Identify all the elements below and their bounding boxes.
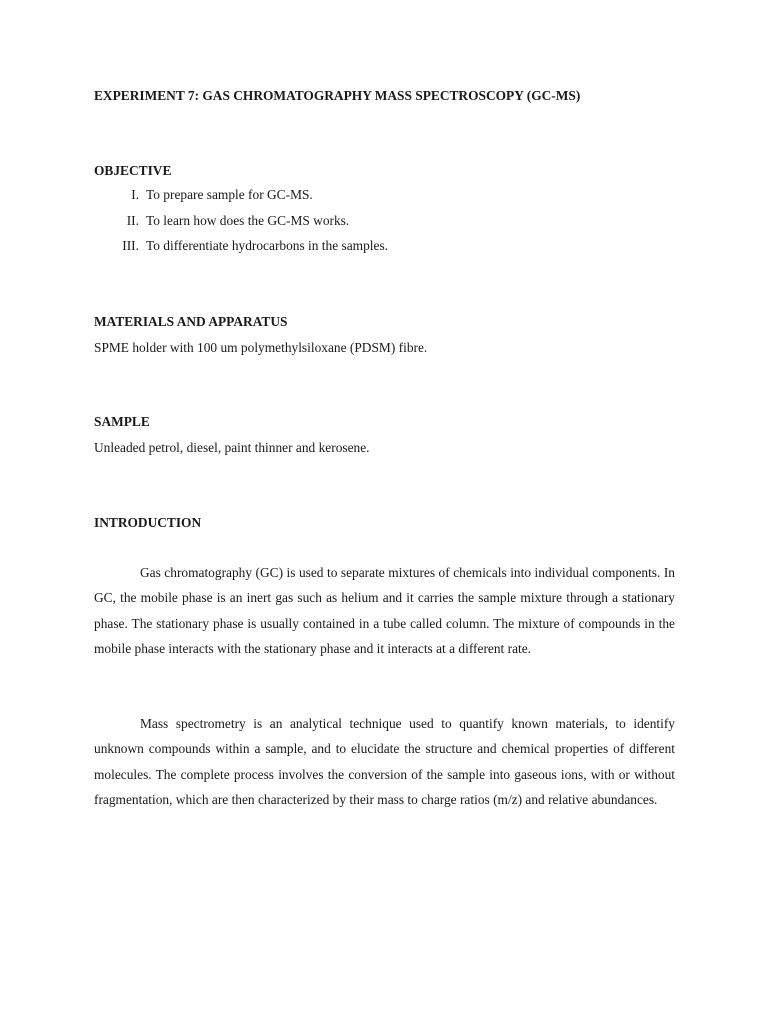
document-title: EXPERIMENT 7: GAS CHROMATOGRAPHY MASS SPECTROSCOPY (GC-MS): [94, 88, 581, 103]
introduction-heading: INTRODUCTION: [94, 515, 202, 530]
objective-item-text: To learn how does the GC-MS works.: [146, 213, 350, 228]
objective-item-text: To prepare sample for GC-MS.: [146, 187, 313, 202]
objective-heading: OBJECTIVE: [94, 163, 172, 178]
objective-item-number: I.: [131, 187, 139, 202]
materials-heading: MATERIALS AND APPARATUS: [94, 314, 288, 329]
introduction-paragraph-gc: Gas chromatography (GC) is used to separate mixtures of chemicals into individual components. In GC, the mobile phase is an inert gas such as helium and it carries the sample mixture through a stationary phase. The stationary phase is usually contained in a tube called column. The mixture of compounds in the mobile phase interacts with the stationary phase and it interacts at a different rate.: [94, 565, 675, 657]
objective-item-number: II.: [126, 213, 139, 228]
objective-item-number: III.: [122, 238, 139, 253]
objective-item: [94, 238, 674, 254]
sample-text: Unleaded petrol, diesel, paint thinner and kerosene.: [94, 440, 370, 455]
objective-item: [94, 187, 674, 203]
objective-item: [94, 213, 674, 229]
introduction-paragraph-ms: Mass spectrometry is an analytical technique used to quantify known materials, to identify unknown compounds within a sample, and to elucidate the structure and chemical properties of different molecules. The complete process involves the conversion of the sample into gaseous ions, with or without fragmentation, which are then characterized by their mass to charge ratios (m/z) and relative abundances.: [94, 716, 675, 808]
objective-item-text: To differentiate hydrocarbons in the samples.: [146, 238, 389, 253]
sample-heading: SAMPLE: [94, 414, 150, 429]
materials-text: SPME holder with 100 um polymethylsiloxane (PDSM) fibre.: [94, 340, 428, 355]
